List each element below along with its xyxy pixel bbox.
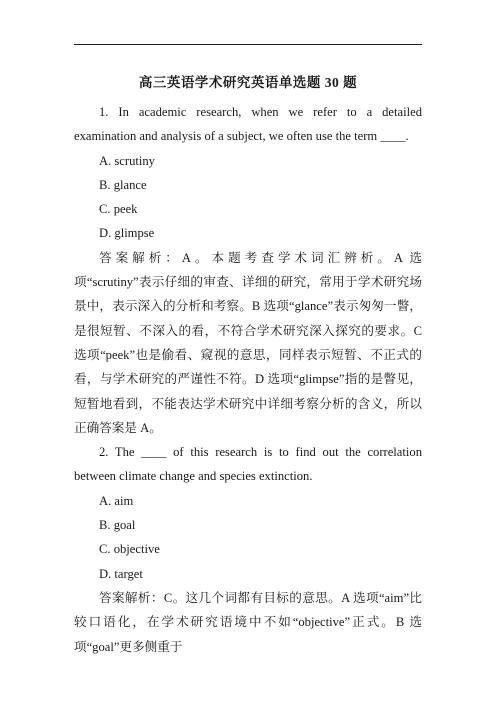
question-2-option-a: A. aim [99,493,134,508]
question-1-option-a: A. scrutiny [99,153,155,168]
question-1-analysis: 答案解析：A。本题考查学术词汇辨析。A 选项“scrutiny”表示仔细的审查、详细的研究，常用于学术研究场景中，表示深入的分析和考察。B 选项“glance”表示匆匆一瞥，是很短暂、不深入的看，不符合学术研究深入探究的要求。C 选项“peek”也是偷看、窥视的意思，同样表示短暂、不正式的看，与学术研究的严谨性不符。D 选项“glimpse”指的是瞥见，短暂地看到，不能表达学术研究中详细考察分析的含义，所以正确答案是 A。 [74,250,422,435]
question-1-option-b: B. glance [99,177,147,192]
question-2-analysis: 答案解析：C。这几个词都有目标的意思。A 选项“aim”比较口语化，在学术研究语境中不如“objective”正式。B 选项“goal”更多侧重于 [74,590,422,654]
question-1-option-d: D. glimpse [99,226,155,241]
question-1-option-c: C. peek [99,202,138,217]
question-1-text: 1. In academic research, when we refer to a detailed examination and analysis of a subject, we often use the term ____. [74,105,422,144]
question-2-option-d: D. target [99,566,143,581]
document-title: 高三英语学术研究英语单选题 30 题 [138,75,358,90]
document-body [74,100,422,659]
question-2-option-b: B. goal [99,518,136,533]
question-2-option-c: C. objective [99,542,160,557]
question-2-text: 2. The ____ of this research is to find out the correlation between climate change and species extinction. [74,445,422,484]
header-rule [74,44,422,45]
